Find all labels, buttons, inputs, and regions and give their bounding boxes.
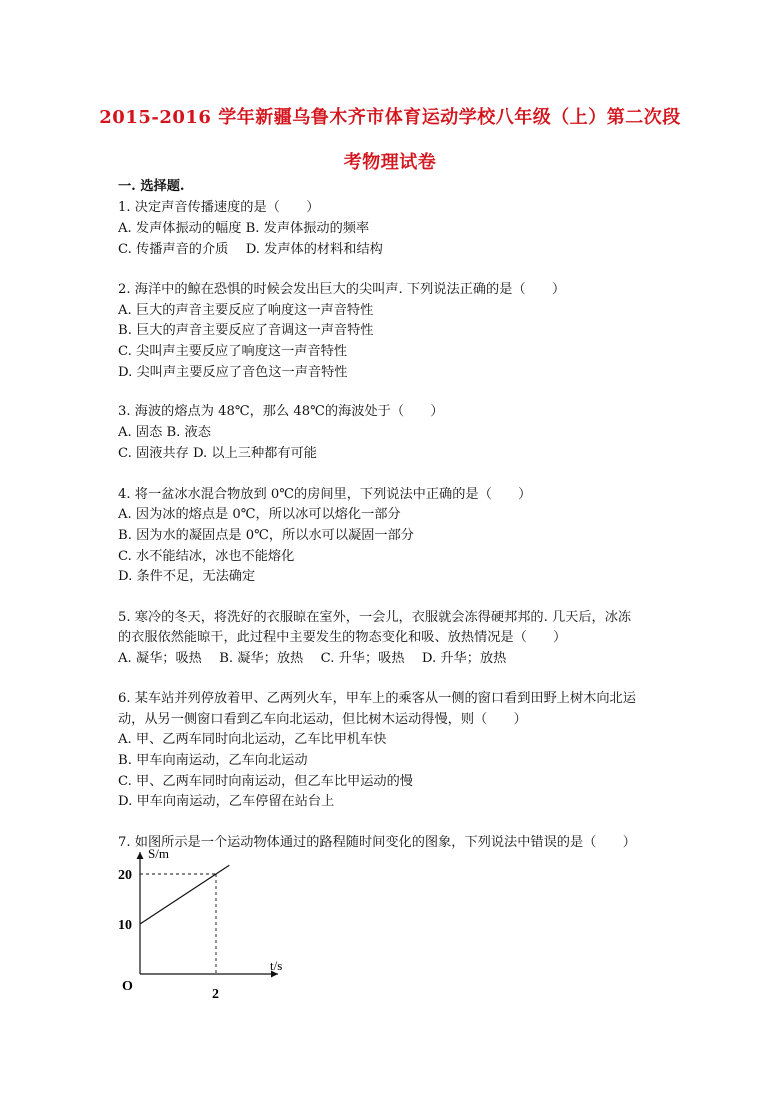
y-tick-10: 10 bbox=[118, 918, 132, 933]
section-heading: 一. 选择题. bbox=[118, 179, 185, 194]
q2-option-c: C. 尖叫声主要反应了响度这一声音特性 bbox=[118, 344, 348, 359]
q6-option-c: C. 甲、乙两车同时向南运动，但乙车比甲运动的慢 bbox=[118, 774, 413, 789]
q2-stem: 2. 海洋中的鲸在恐惧的时候会发出巨大的尖叫声. 下列说法正确的是（ ） bbox=[118, 282, 566, 297]
q6-stem-line-2: 动，从另一侧窗口看到乙车向北运动，但比树木运动得慢，则（ ） bbox=[118, 712, 527, 727]
x-tick-2: 2 bbox=[212, 987, 219, 1002]
y-axis-label: S/m bbox=[148, 848, 169, 861]
origin-label: O bbox=[122, 979, 133, 994]
q6-option-a: A. 甲、乙两车同时向北运动，乙车比甲机车快 bbox=[118, 732, 387, 747]
exam-title-line-1: 2015-2016 学年新疆乌鲁木齐市体育运动学校八年级（上）第二次段 bbox=[99, 107, 681, 128]
q7-stem: 7. 如图所示是一个运动物体通过的路程随时间变化的图象，下列说法中错误的是（ ） bbox=[118, 835, 636, 850]
exam-title-line-2: 考物理试卷 bbox=[343, 152, 437, 173]
q4-option-d: D. 条件不足，无法确定 bbox=[118, 569, 256, 584]
q5-options: A. 凝华；吸热 B. 凝华；放热 C. 升华；吸热 D. 升华；放热 bbox=[118, 651, 507, 666]
x-axis-label: t/s bbox=[270, 958, 283, 973]
q2-option-d: D. 尖叫声主要反应了音色这一声音特性 bbox=[118, 365, 348, 380]
q4-option-b: B. 因为水的凝固点是 0℃，所以水可以凝固一部分 bbox=[118, 528, 414, 543]
q4-option-a: A. 因为冰的熔点是 0℃，所以冰可以熔化一部分 bbox=[118, 507, 401, 522]
q1-options-ab: A. 发声体振动的幅度 B. 发声体振动的频率 bbox=[118, 221, 370, 236]
q6-option-d: D. 甲车向南运动，乙车停留在站台上 bbox=[118, 794, 335, 809]
q3-options-cd: C. 固液共存 D. 以上三种都有可能 bbox=[118, 446, 317, 461]
q2-option-b: B. 巨大的声音主要反应了音调这一声音特性 bbox=[118, 323, 374, 338]
q5-stem-line-2: 的衣服依然能晾干，此过程中主要发生的物态变化和吸、放热情况是（ ） bbox=[118, 630, 567, 645]
distance-time-graph bbox=[110, 848, 300, 1008]
q3-stem: 3. 海波的熔点为 48℃，那么 48℃的海波处于（ ） bbox=[118, 404, 444, 419]
q1-stem: 1. 决定声音传播速度的是（ ） bbox=[118, 200, 320, 215]
q2-option-a: A. 巨大的声音主要反应了响度这一声音特性 bbox=[118, 303, 374, 318]
q4-stem: 4. 将一盆冰水混合物放到 0℃的房间里，下列说法中正确的是（ ） bbox=[118, 487, 532, 502]
q6-stem-line-1: 6. 某车站并列停放着甲、乙两列火车，甲车上的乘客从一侧的窗口看到田野上树木向北运 bbox=[118, 691, 636, 706]
q5-stem-line-1: 5. 寒冷的冬天，将洗好的衣服晾在室外，一会儿，衣服就会冻得硬邦邦的. 几天后，冰冻 bbox=[118, 610, 632, 625]
q4-option-c: C. 水不能结冰，冰也不能熔化 bbox=[118, 549, 295, 564]
q3-options-ab: A. 固态 B. 液态 bbox=[118, 425, 211, 440]
q1-options-cd: C. 传播声音的介质 D. 发声体的材料和结构 bbox=[118, 242, 383, 257]
q6-option-b: B. 甲车向南运动，乙车向北运动 bbox=[118, 753, 308, 768]
y-tick-20: 20 bbox=[118, 868, 132, 883]
